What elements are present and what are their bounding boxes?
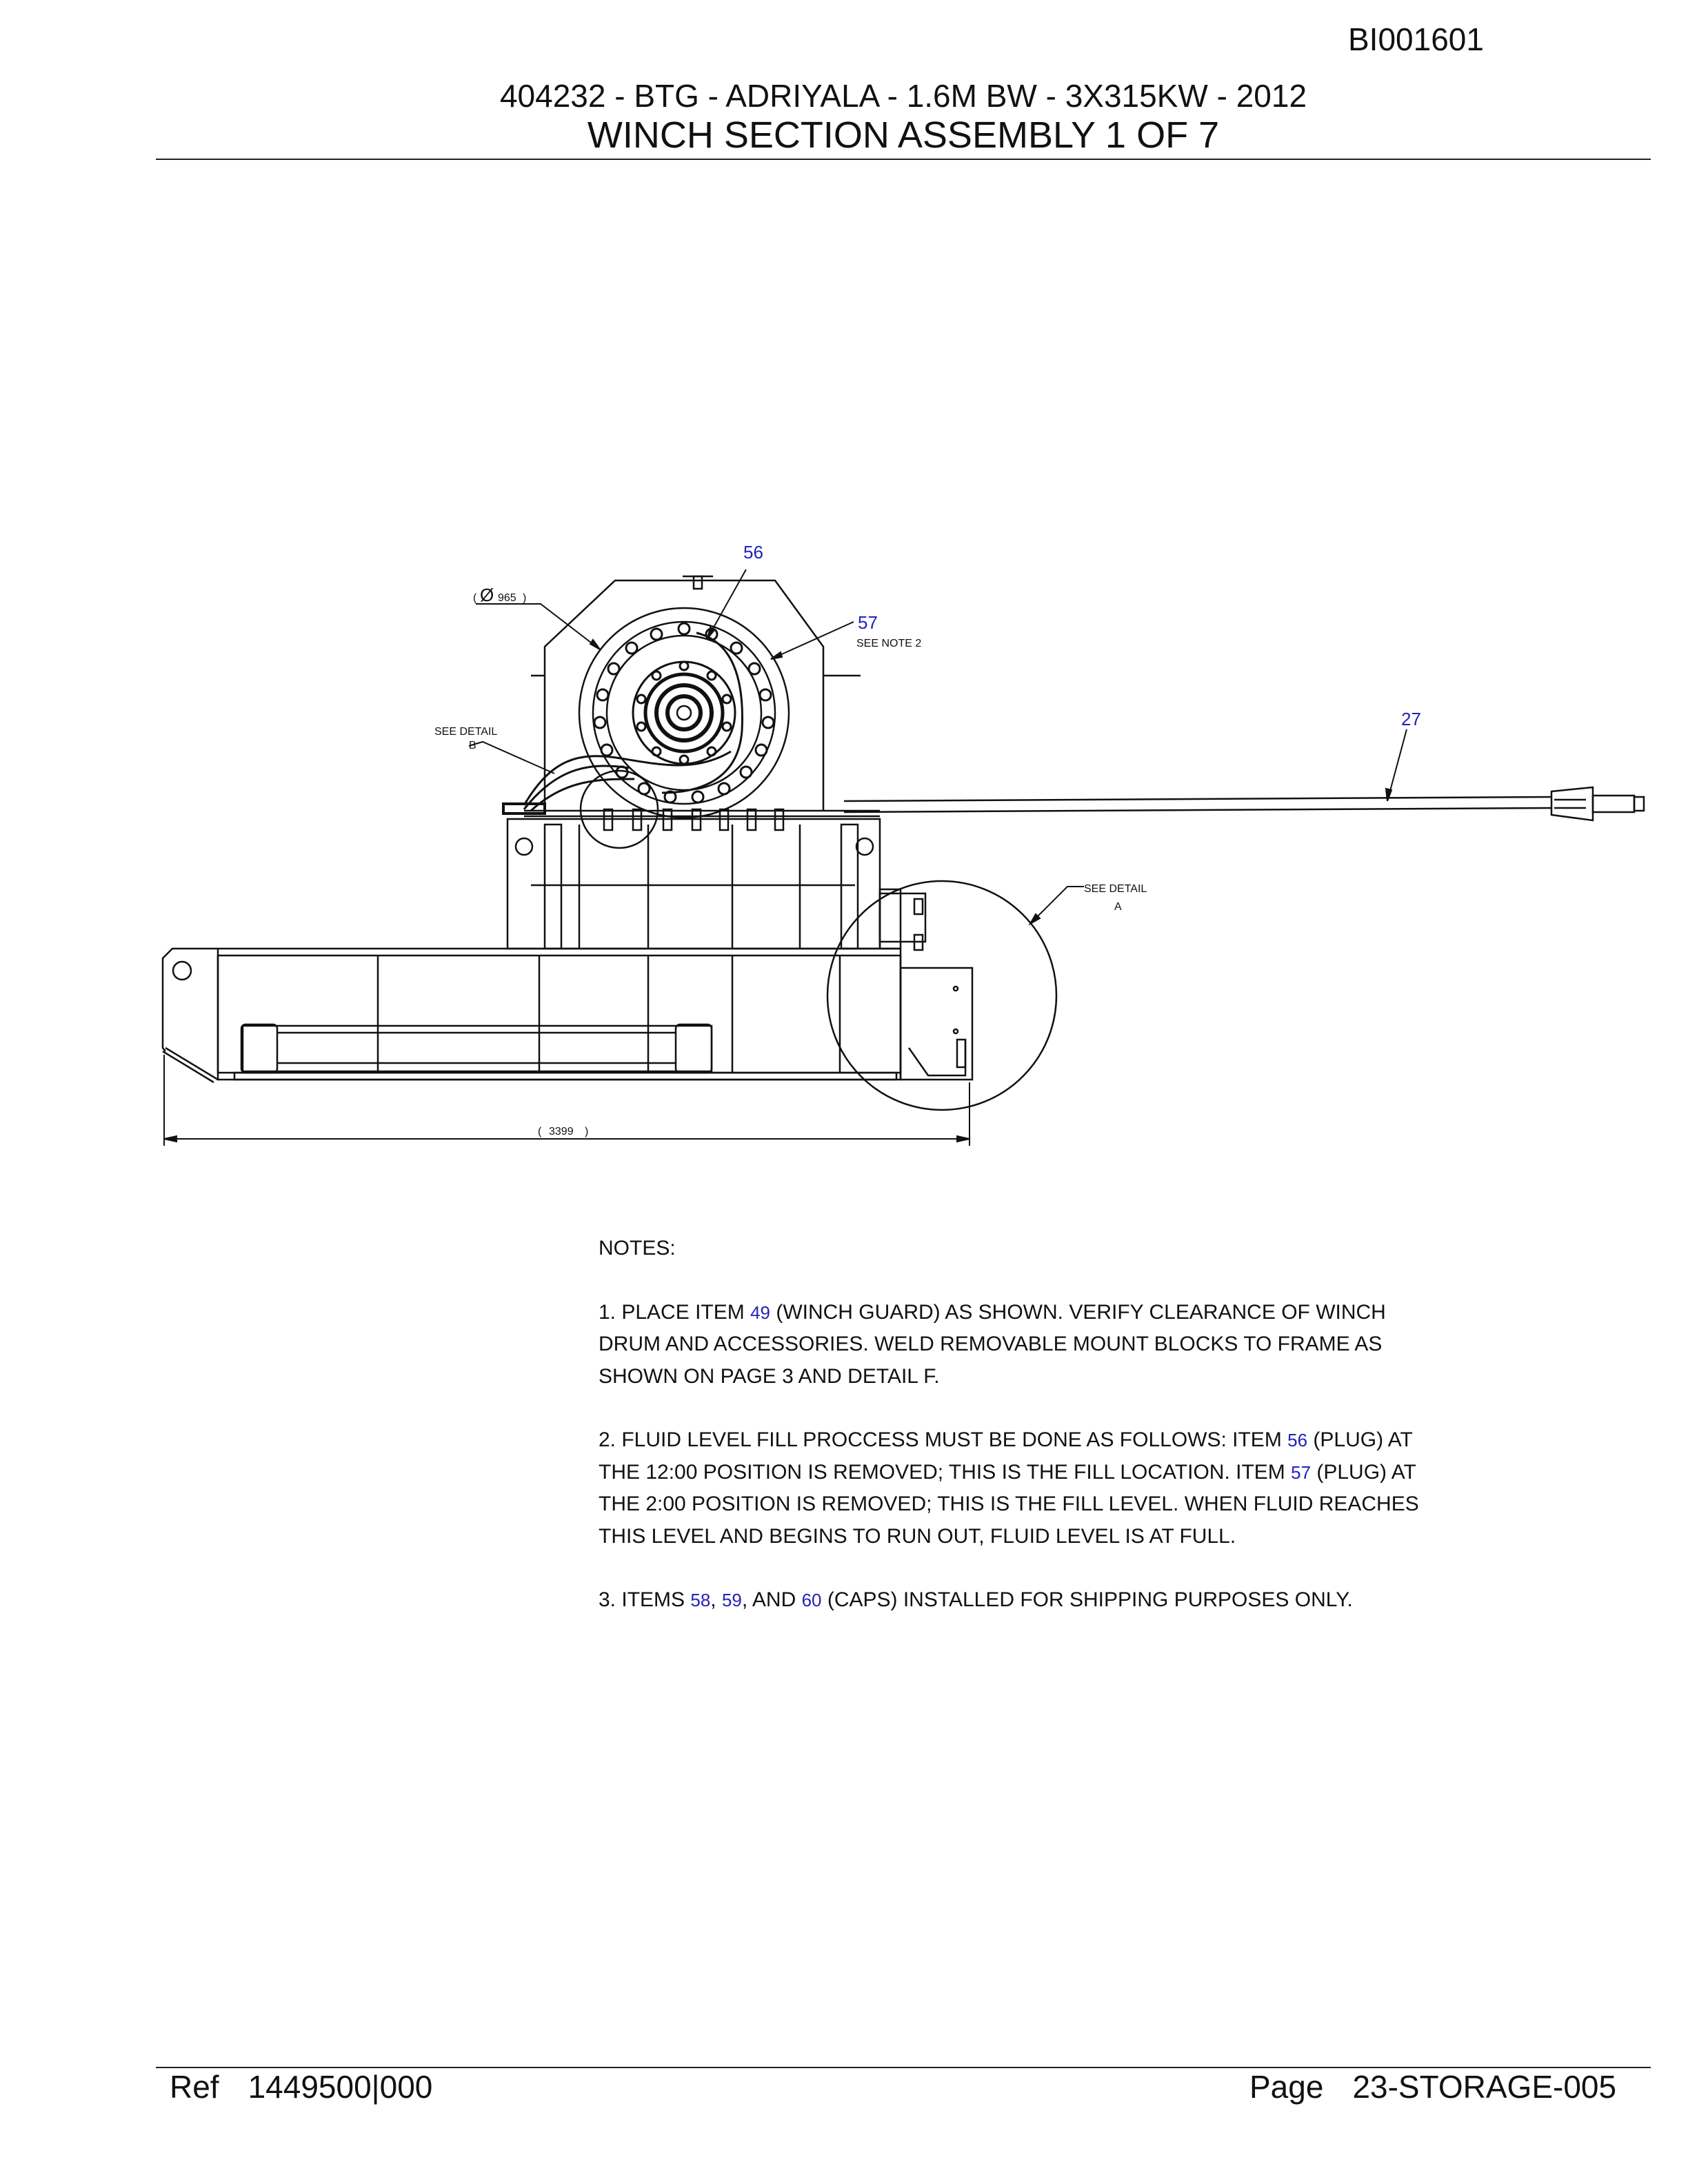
callout-note-57: SEE NOTE 2: [856, 638, 922, 649]
winch-mounting-frame: [508, 819, 972, 1080]
callout-see-detail-a: SEE DETAIL: [1084, 883, 1147, 895]
page-label: Page: [1249, 2069, 1324, 2105]
document-id: BI001601: [1348, 21, 1484, 57]
callout-detail-a-letter: A: [1114, 901, 1122, 913]
callout-item-27: 27: [1401, 709, 1421, 729]
callout-item-56: 56: [743, 542, 763, 563]
note-3-text-b: (CAPS) INSTALLED FOR SHIPPING PURPOSES ONLY.: [821, 1588, 1353, 1611]
drum-bolt-circle: [594, 623, 774, 802]
diameter-dimension-value: 965: [498, 592, 516, 604]
callout-see-detail-b: SEE DETAIL: [434, 726, 498, 738]
note-1-item-ref: 49: [750, 1302, 770, 1323]
page-value: 23-STORAGE-005: [1352, 2069, 1617, 2105]
note-3-sep-1: ,: [710, 1588, 722, 1611]
callout-item-57: 57: [858, 612, 878, 633]
note-2-item-ref-1: 56: [1287, 1430, 1308, 1450]
note-3-text-a: 3. ITEMS: [599, 1588, 691, 1611]
winch-housing: [503, 576, 880, 848]
document-title-line1: 404232 - BTG - ADRIYALA - 1.6M BW - 3X315KW - 2012: [499, 78, 1307, 114]
leader-lines: [469, 569, 1407, 924]
notes-heading: NOTES:: [599, 1237, 676, 1260]
note-3-item-ref-1: 58: [690, 1590, 711, 1610]
note-2-item-ref-2: 57: [1291, 1462, 1312, 1483]
ref-label: Ref: [170, 2069, 219, 2105]
callout-detail-b-letter: B: [469, 740, 476, 751]
note-3: [599, 1584, 1426, 1617]
tow-bar: [844, 787, 1644, 820]
footer-page: [1249, 2068, 1645, 2105]
note-1-text-a: 1. PLACE ITEM: [599, 1300, 751, 1324]
document-title-line2: WINCH SECTION ASSEMBLY 1 OF 7: [587, 114, 1220, 156]
note-3-sep-2: , AND: [741, 1588, 802, 1611]
ref-value: 1449500|000: [248, 2069, 433, 2105]
note-2-text-a: 2. FLUID LEVEL FILL PROCCESS MUST BE DONE AS FOLLOWS: ITEM: [599, 1428, 1288, 1451]
notes-section: [599, 1233, 1426, 1648]
note-1-text-b: (WINCH GUARD) AS SHOWN. VERIFY CLEARANCE OF WINCH DRUM AND ACCESSORIES. WELD REMOVABLE MOUNT BLOCKS TO FRAME AS SHOWN ON PAGE 3 AND DETAIL F.: [599, 1300, 1386, 1388]
length-dimension-value: 3399: [549, 1126, 574, 1138]
length-dimension-open: (: [538, 1126, 542, 1138]
diameter-dimension-close: ): [523, 592, 527, 604]
diameter-dimension-open: (: [473, 592, 477, 604]
base-frame: [163, 949, 901, 1082]
note-2-text-b: (PLUG) AT THE 12:00 POSITION IS REMOVED; THIS IS THE FILL LOCATION. ITEM: [599, 1428, 1413, 1484]
note-2: [599, 1424, 1426, 1553]
length-dimension-close: ): [585, 1126, 589, 1138]
note-1: [599, 1297, 1426, 1393]
note-3-item-ref-3: 60: [801, 1590, 822, 1610]
footer-ref: [170, 2068, 461, 2105]
note-3-item-ref-2: 59: [721, 1590, 742, 1610]
diameter-symbol-icon: Ø: [480, 585, 494, 605]
note-2-text-c: (PLUG) AT THE 2:00 POSITION IS REMOVED; THIS IS THE FILL LEVEL. WHEN FLUID REACHES THIS LEVEL AND BEGINS TO RUN OUT, FLUID LEVEL IS AT FULL.: [599, 1460, 1419, 1548]
